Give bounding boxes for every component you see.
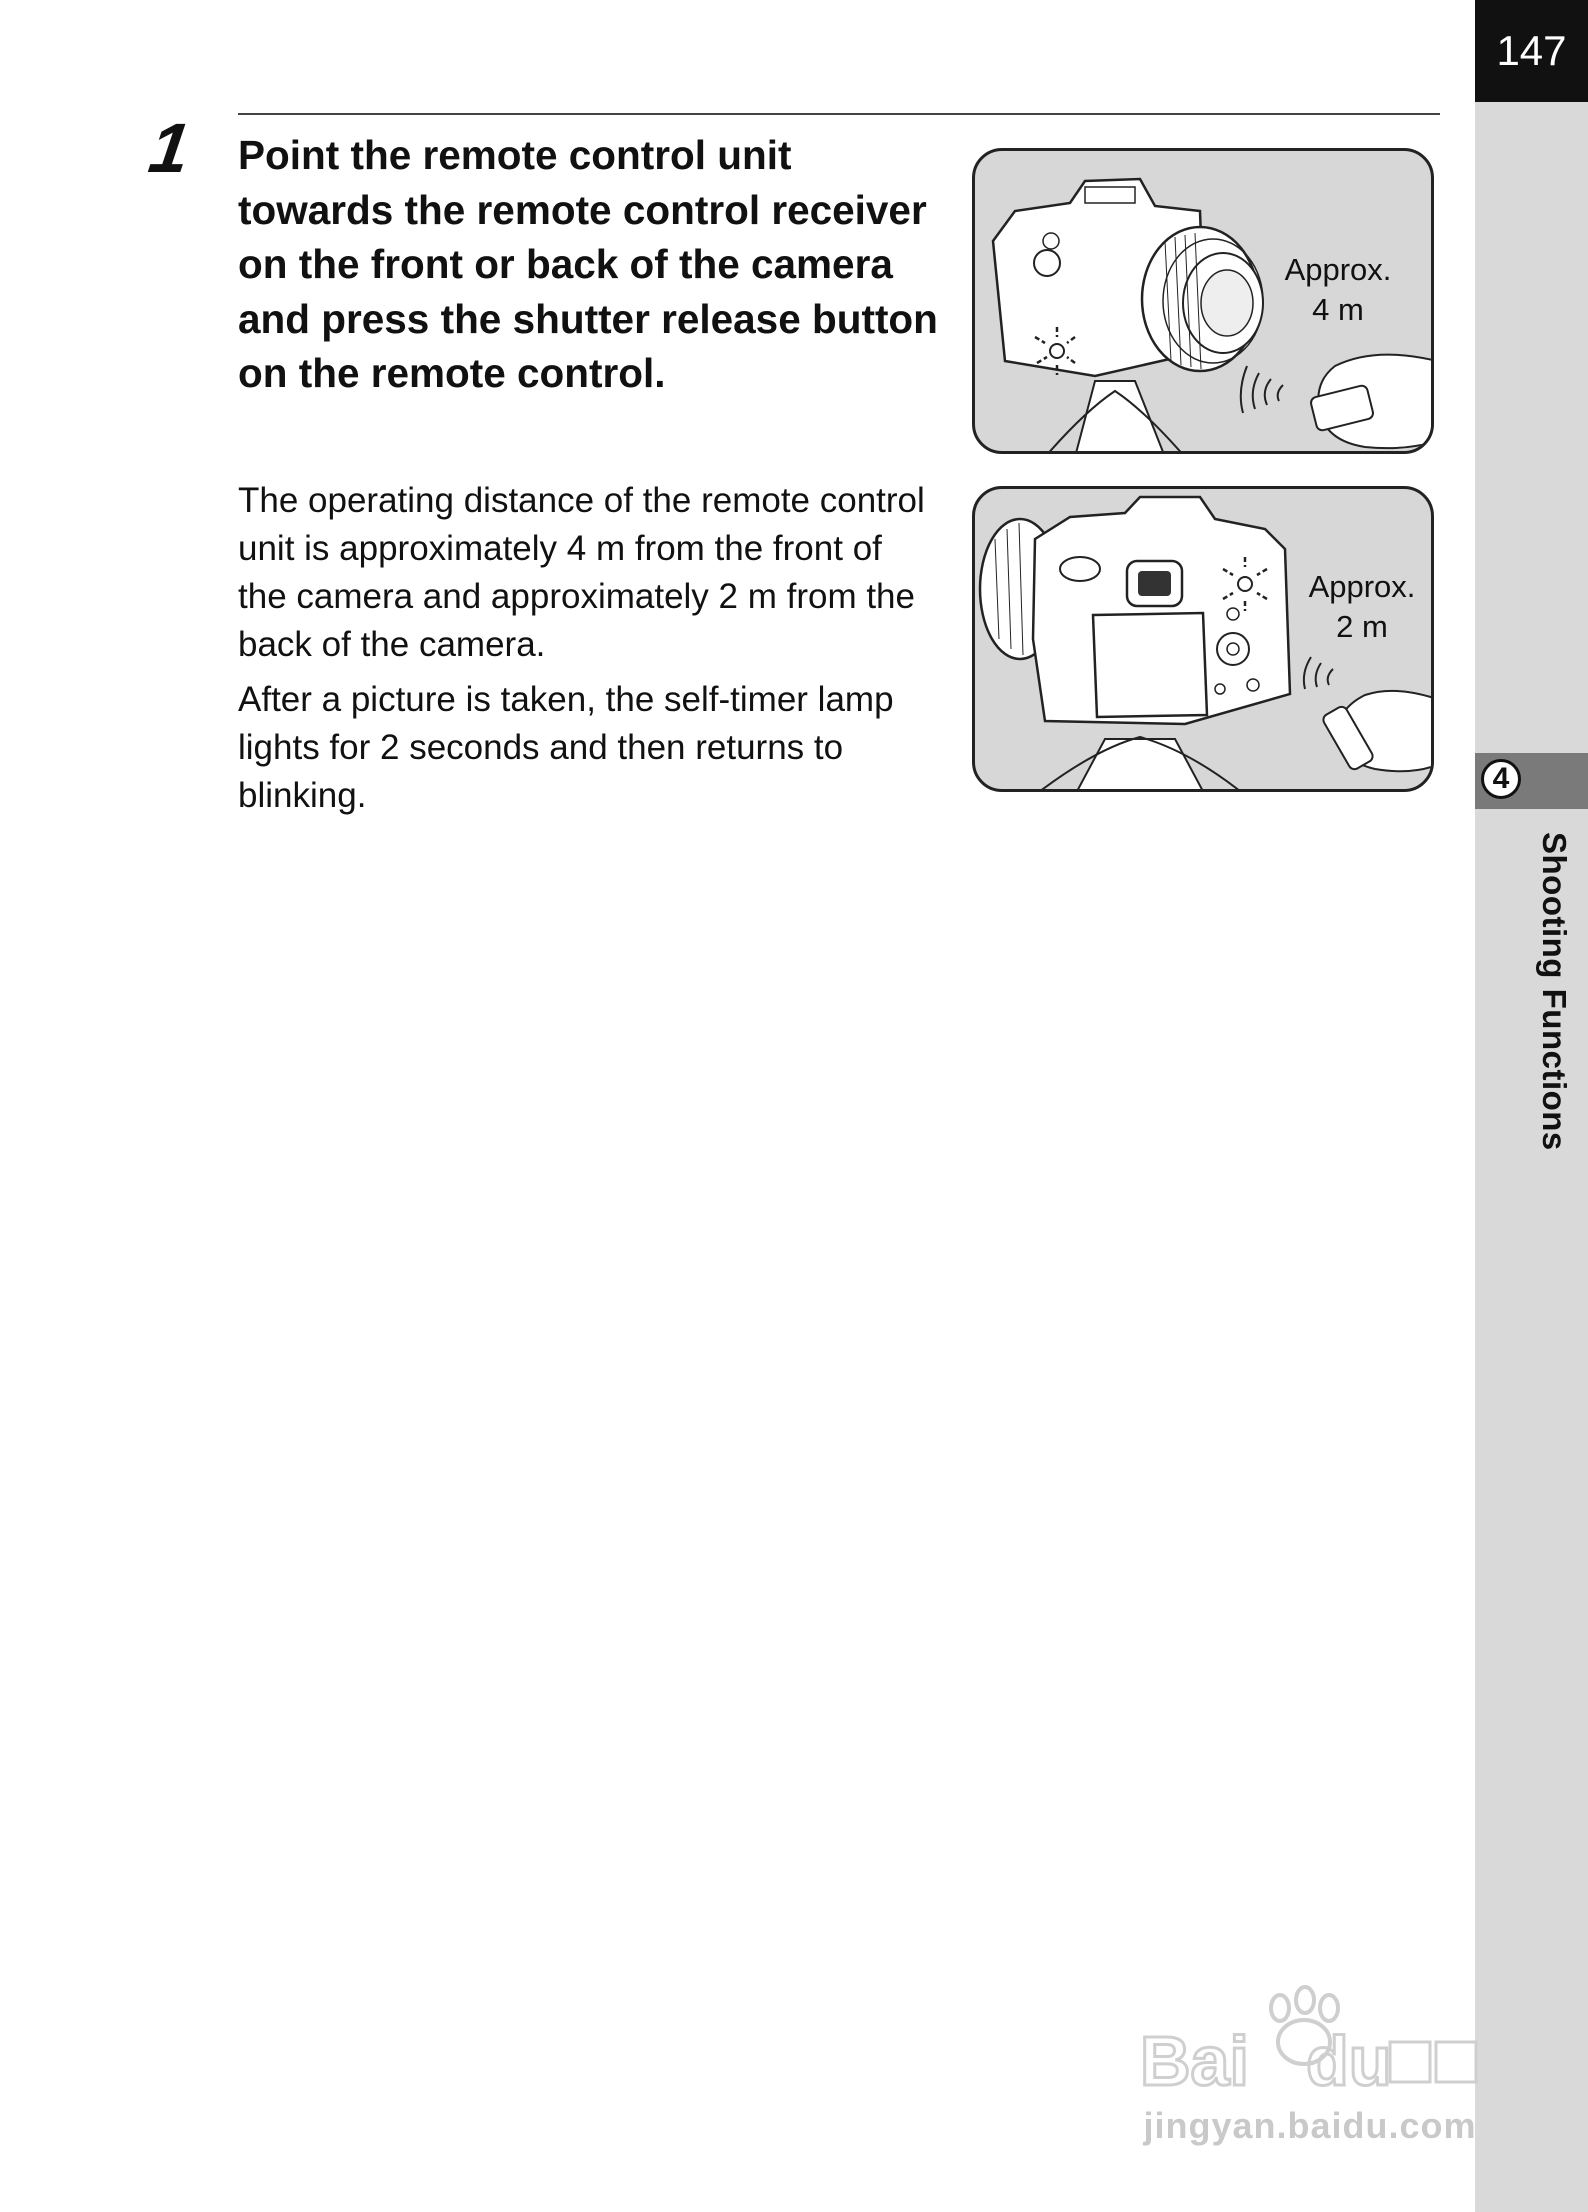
approx-label: Approx.: [1308, 569, 1416, 604]
top-rule: [238, 113, 1440, 115]
body-paragraph: After a picture is taken, the self-timer lamp lights for 2 seconds and then returns to blinking.: [238, 680, 894, 815]
step-number: 1: [144, 109, 195, 187]
approx-label: Approx.: [1284, 252, 1392, 287]
watermark-url: jingyan.baidu.com: [1143, 2105, 1477, 2146]
distance-value: 4 m: [1312, 292, 1364, 327]
page-number: 147: [1475, 0, 1588, 102]
body-paragraph: The operating distance of the remote control unit is approximately 4 m from the front of the camera and approximately 2 m from the back of the camera.: [238, 481, 925, 664]
chapter-number: 4: [1481, 759, 1521, 799]
step-heading: Point the remote control unit towards the remote control receiver on the front or back of the camera and press the shutter release button on the remote control.: [238, 132, 938, 396]
chapter-title: Shooting Functions: [1536, 832, 1573, 1151]
distance-label-back: [1292, 567, 1432, 647]
svg-text:Bai: Bai: [1140, 2022, 1249, 2100]
svg-text:du: du: [1306, 2022, 1392, 2100]
distance-value: 2 m: [1336, 609, 1388, 644]
distance-label-front: [1268, 250, 1408, 330]
